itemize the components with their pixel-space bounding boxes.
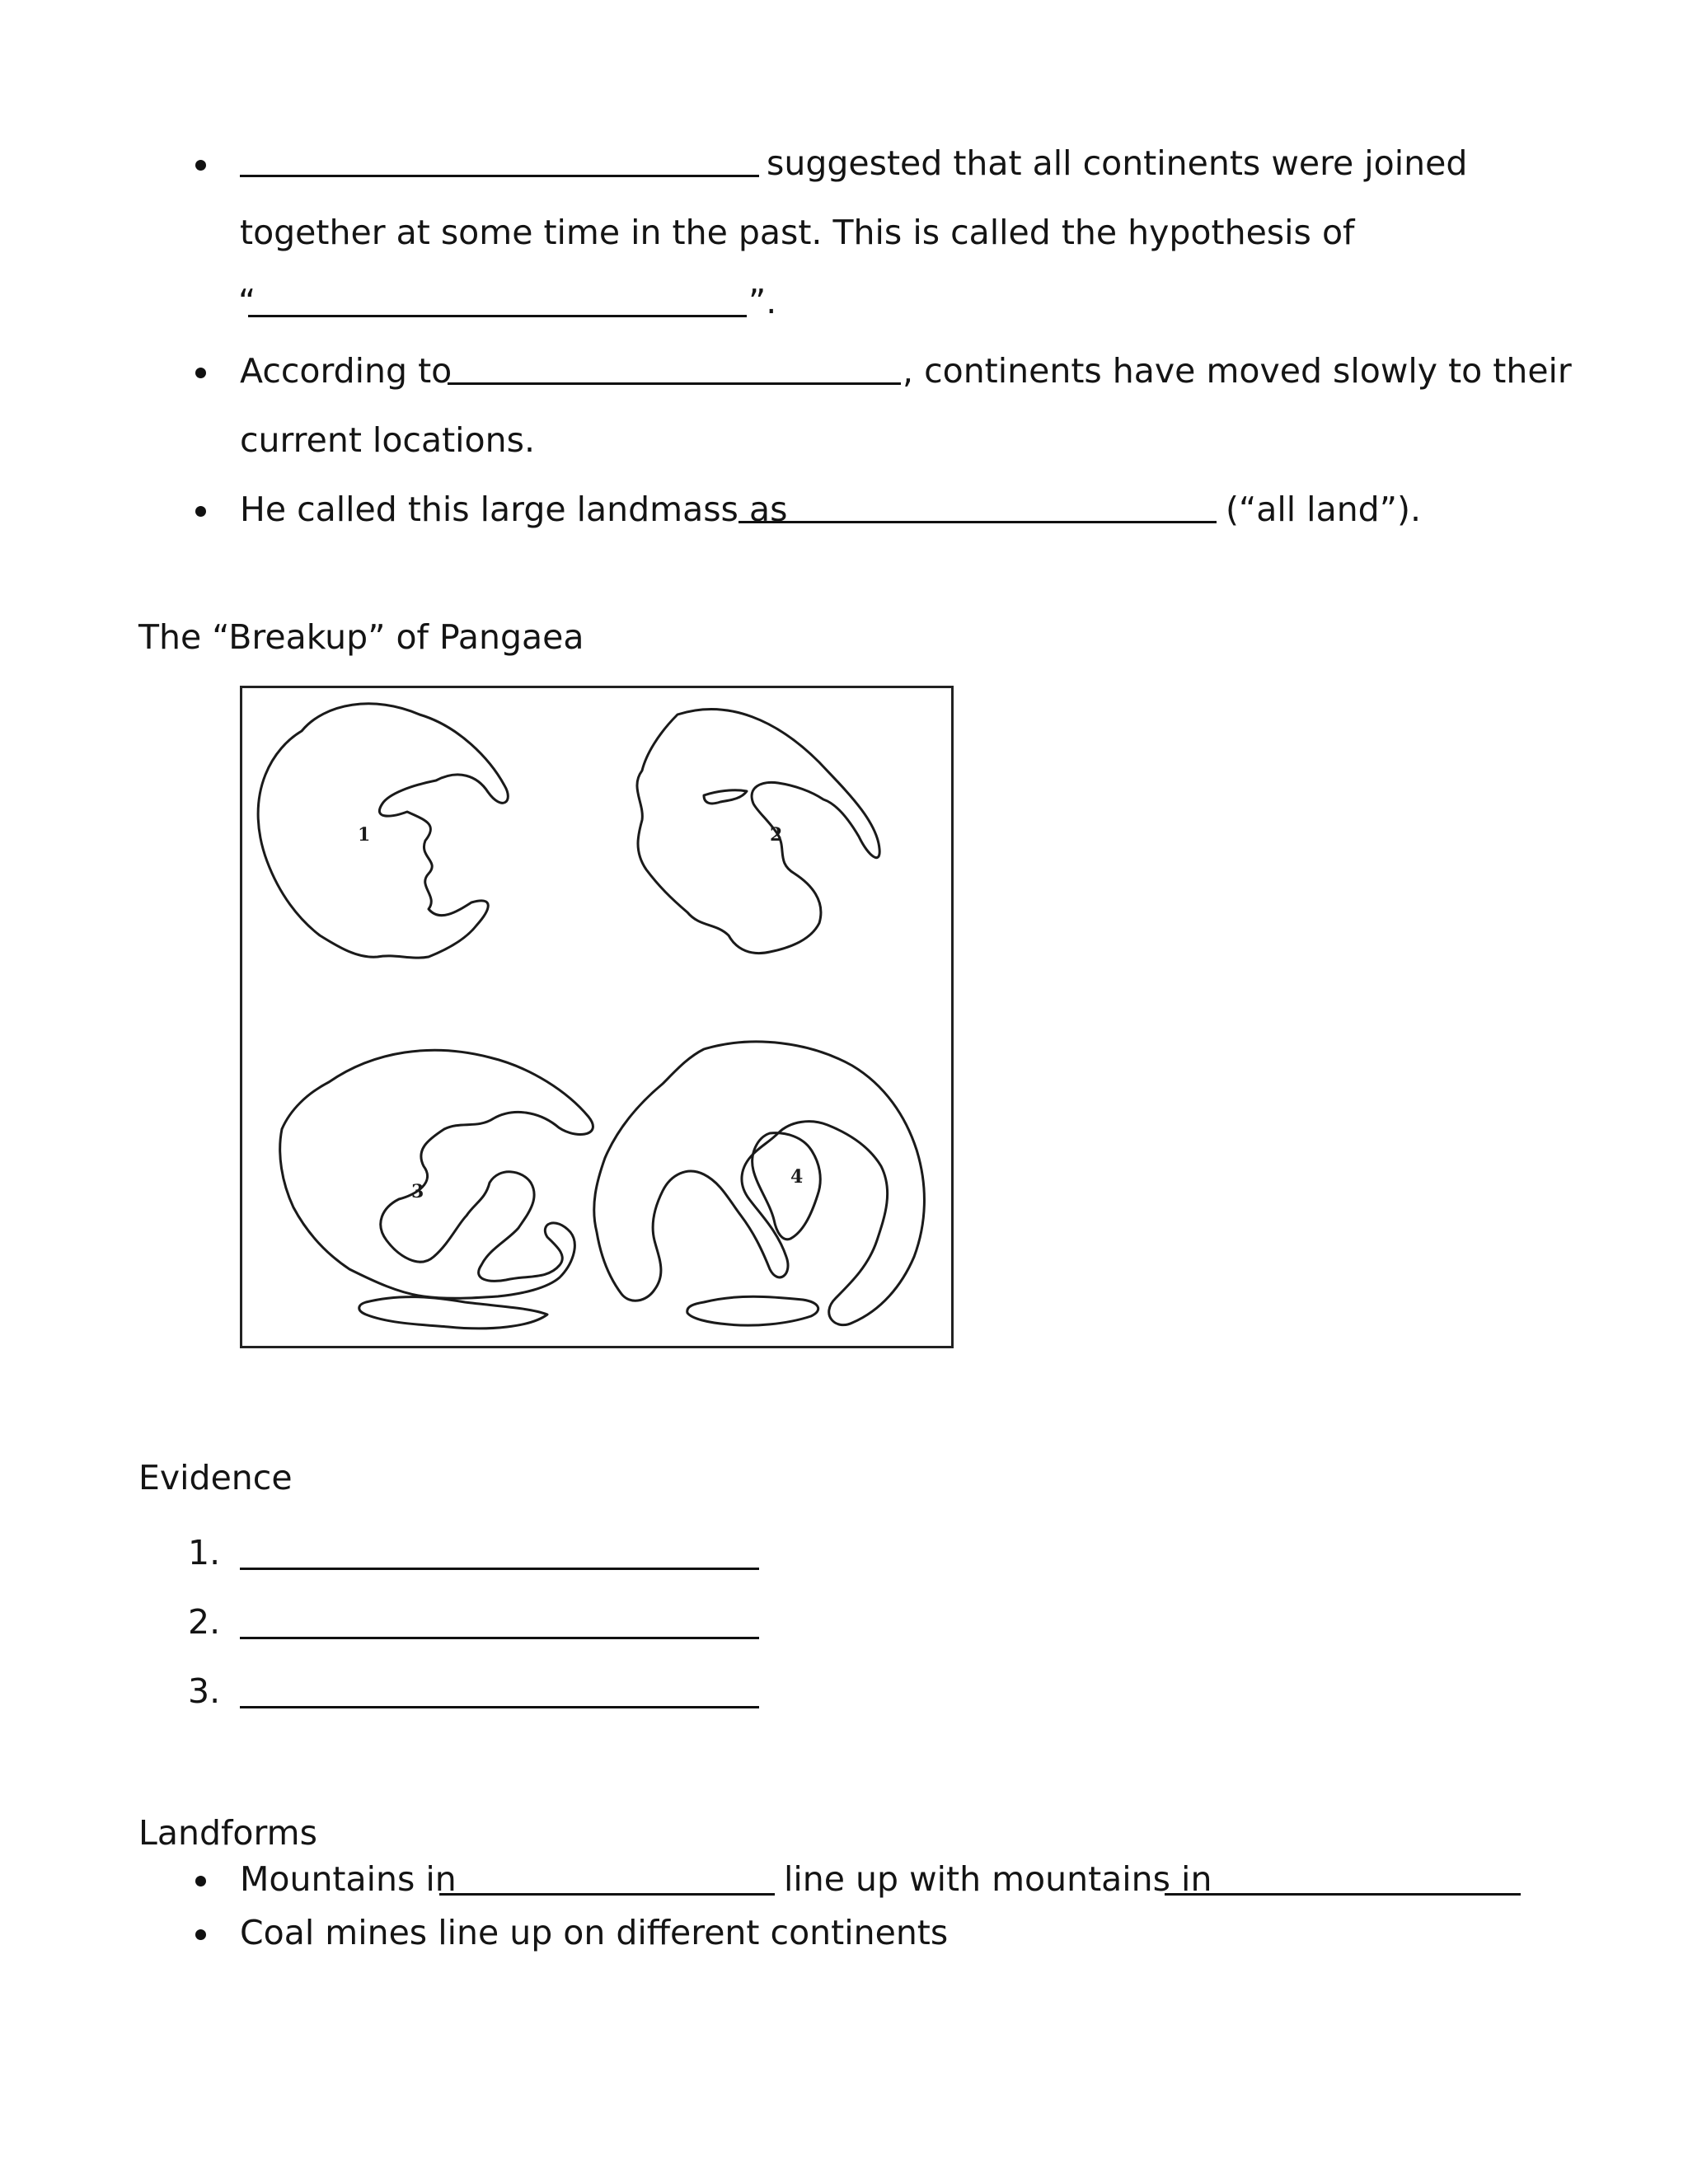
globe-4-antarctica xyxy=(687,1296,818,1325)
globe-1-outline xyxy=(258,704,508,958)
evidence-heading: Evidence xyxy=(138,1458,293,1497)
globe-2-inner-coast xyxy=(704,790,747,804)
bullet-dot xyxy=(195,1876,206,1886)
pangaea-globes-drawing xyxy=(242,688,951,1346)
globe-4-africa xyxy=(753,1133,821,1240)
quote-open: “ xyxy=(238,282,256,321)
evidence-item-number: 3. xyxy=(188,1671,221,1711)
intro-text-6: He called this large landmass as xyxy=(240,490,788,529)
globe-2-label: 2 xyxy=(770,824,783,846)
bullet-dot xyxy=(195,506,206,517)
landforms-text-1: Mountains in xyxy=(240,1859,457,1899)
evidence-item-number: 1. xyxy=(188,1533,221,1572)
evidence-blank-2[interactable] xyxy=(240,1637,759,1639)
bullet-dot xyxy=(195,160,206,171)
globe-1-label: 1 xyxy=(358,824,371,846)
intro-text-3: According to xyxy=(240,351,452,391)
answer-blank-landmass[interactable] xyxy=(738,521,1217,523)
pangaea-breakup-figure xyxy=(240,686,954,1348)
answer-blank-hypothesis[interactable] xyxy=(248,315,747,317)
globe-3-antarctic-coast xyxy=(359,1297,547,1329)
intro-text-1: suggested that all continents were joined xyxy=(767,143,1468,183)
intro-text-2: together at some time in the past. This is called the hypothesis of xyxy=(240,213,1355,252)
globe-3-outline xyxy=(280,1050,593,1298)
intro-text-5: current locations. xyxy=(240,420,536,460)
answer-blank-according-to[interactable] xyxy=(448,382,901,385)
evidence-blank-3[interactable] xyxy=(240,1706,759,1708)
breakup-heading: The “Breakup” of Pangaea xyxy=(138,617,584,657)
answer-blank-mountains-b[interactable] xyxy=(1165,1893,1521,1896)
globe-4-label: 4 xyxy=(790,1166,804,1188)
evidence-item-number: 2. xyxy=(188,1602,221,1642)
intro-text-7: (“all land”). xyxy=(1226,490,1421,529)
evidence-blank-1[interactable] xyxy=(240,1568,759,1570)
quote-close: ”. xyxy=(748,282,777,321)
intro-text-4: , continents have moved slowly to their xyxy=(903,351,1572,391)
answer-blank-mountains-a[interactable] xyxy=(439,1893,775,1896)
answer-blank-scientist[interactable] xyxy=(240,175,759,177)
bullet-dot xyxy=(195,1929,206,1940)
bullet-dot xyxy=(195,368,206,378)
landforms-text-2: line up with mountains in xyxy=(784,1859,1212,1899)
landforms-heading: Landforms xyxy=(138,1813,317,1853)
globe-3-label: 3 xyxy=(411,1181,424,1202)
globe-2-outline xyxy=(637,709,879,953)
landforms-text-3: Coal mines line up on different continents xyxy=(240,1913,949,1952)
